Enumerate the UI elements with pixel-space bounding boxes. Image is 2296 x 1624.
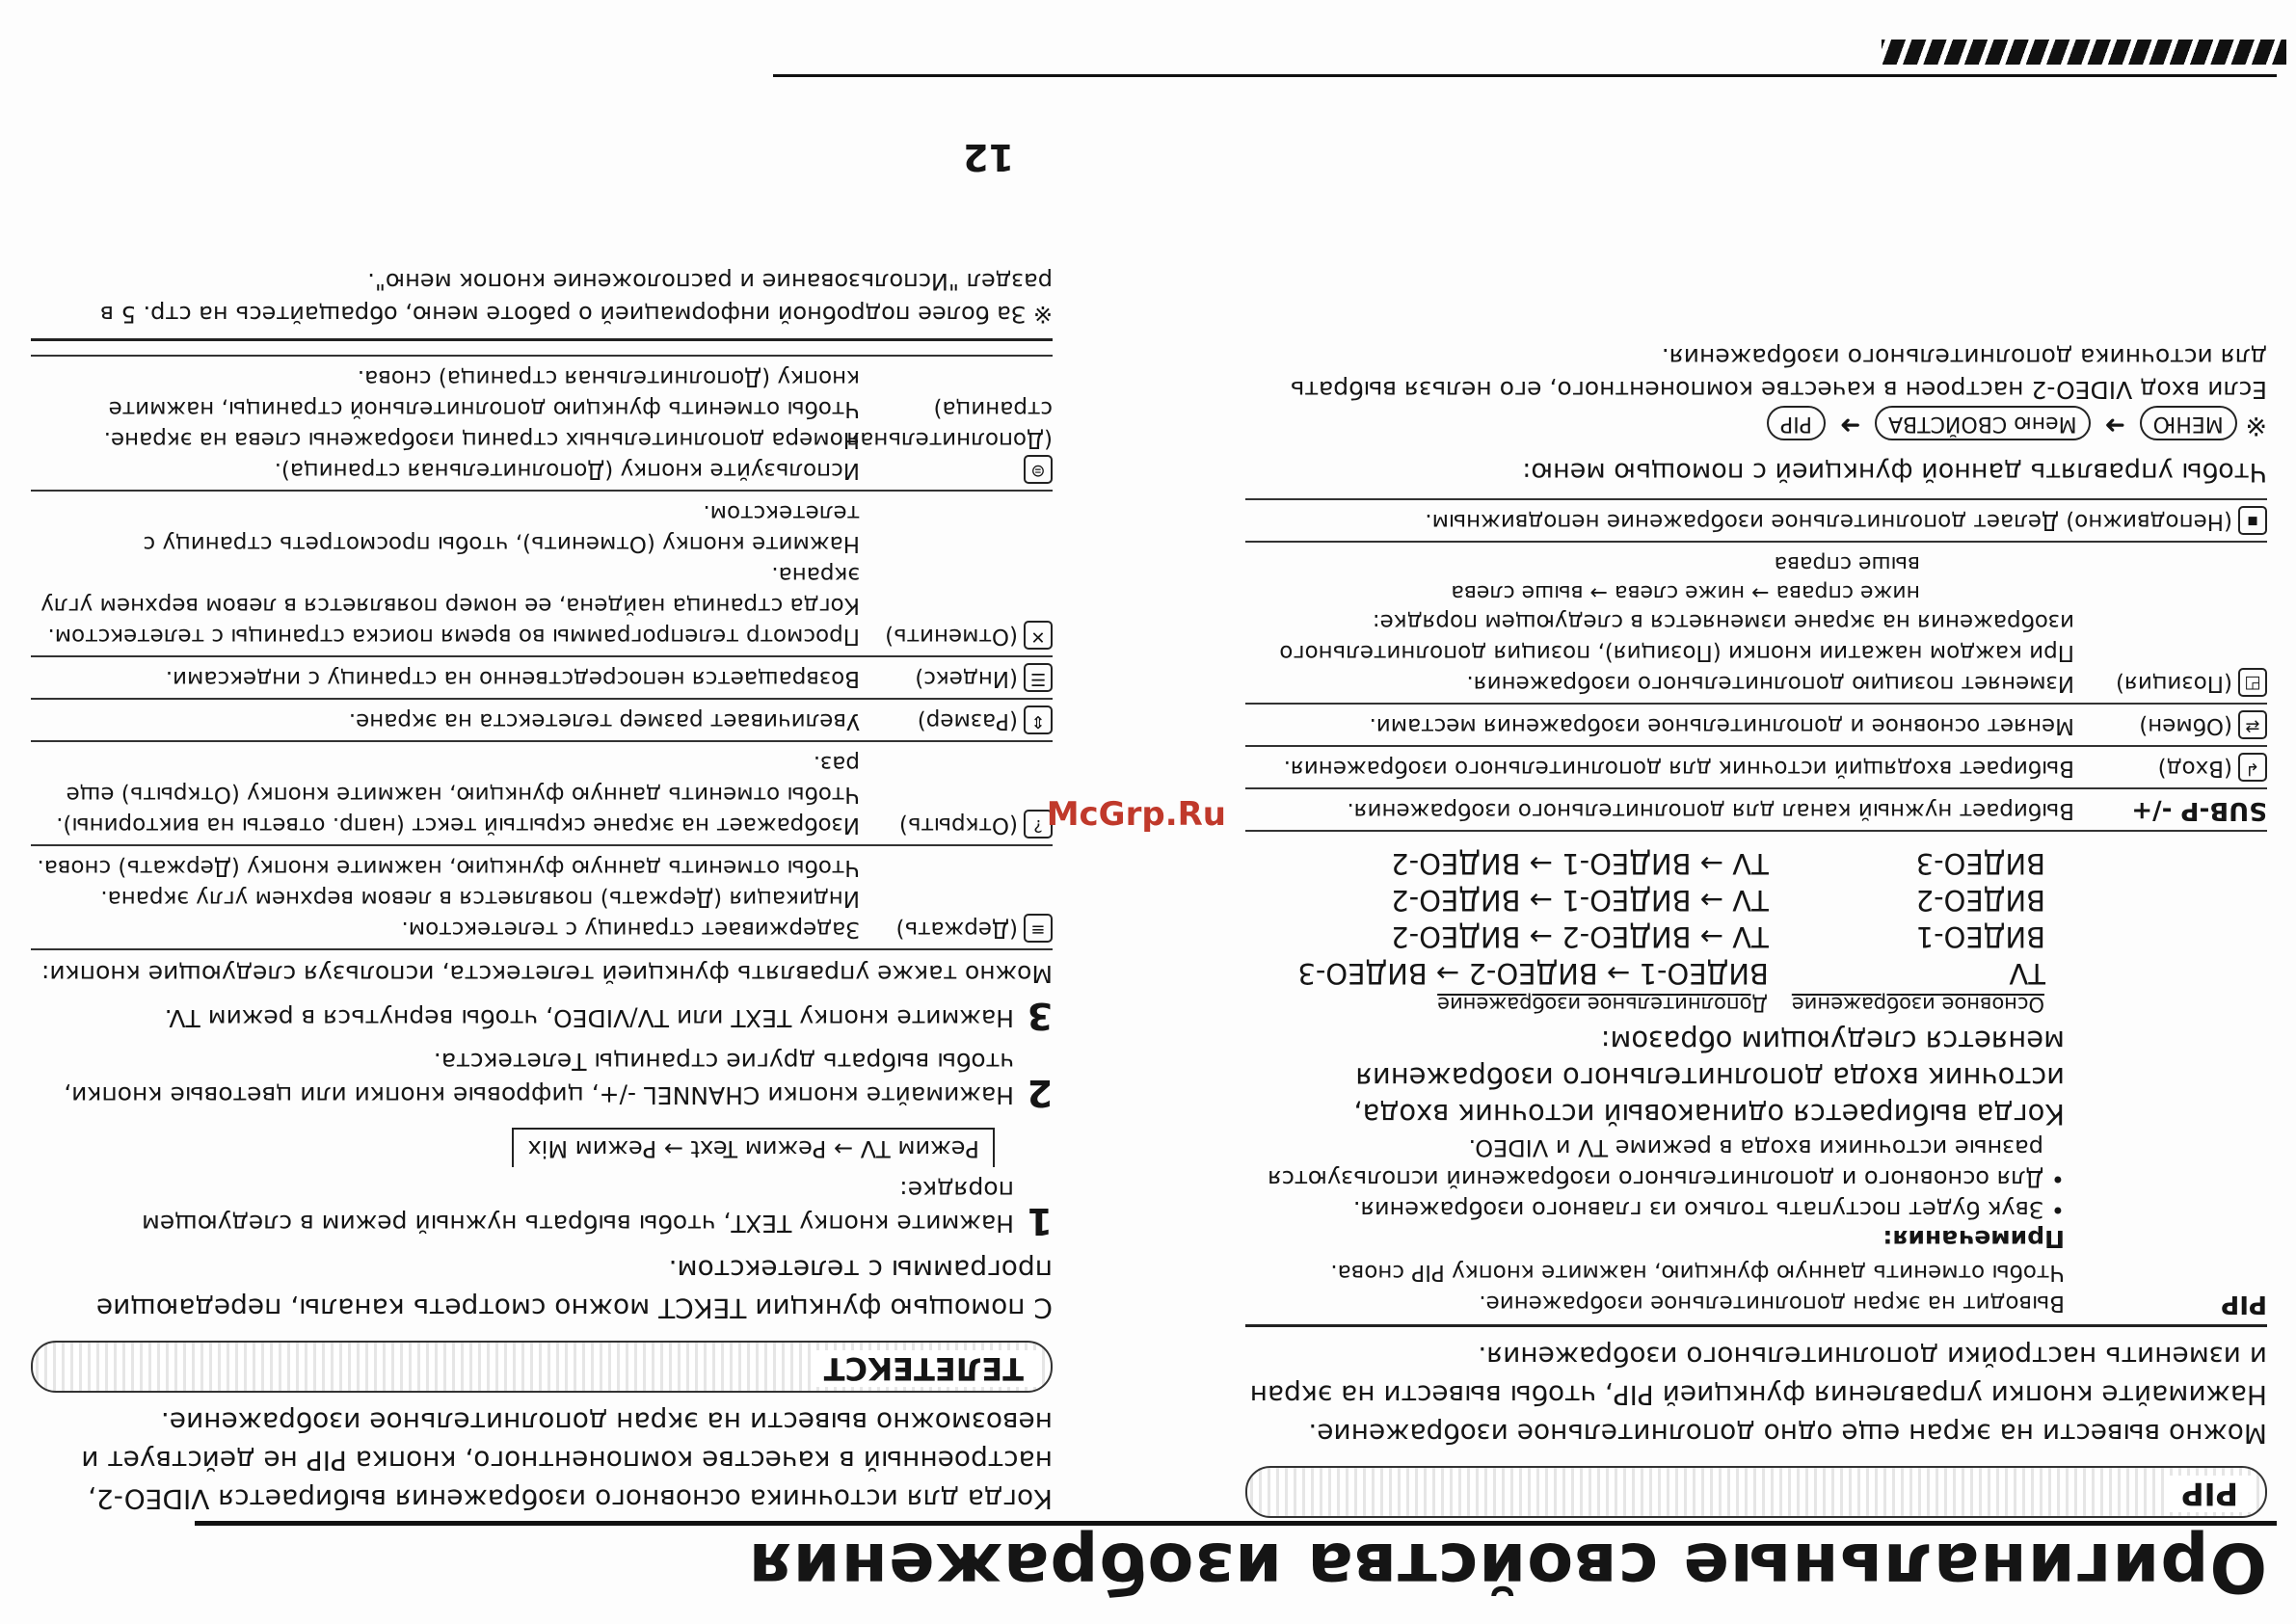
- pip-column: [1245, 340, 2267, 1518]
- arrow-icon: ➜: [1839, 411, 1861, 439]
- pip-section-header: PIP: [1245, 1466, 2267, 1518]
- swap-icon: ⇄: [2238, 711, 2267, 740]
- position-seq-bottom: выше справа: [1774, 551, 1920, 575]
- pip-row-freeze: ▪ (Неподвижно) Делает дополнительное изображение неподвижным.: [1245, 498, 2267, 543]
- mode-sequence: Режим TV → Режим Text → Режим Mix: [512, 1128, 995, 1167]
- menu-key: МЕНЮ: [2140, 406, 2237, 440]
- pip-row-input: ↲(Вход) Выбирает входящий источник для дополнительного изображения.: [1245, 747, 2267, 789]
- teletext-intro: С помощью функции ТЕКСТ можно смотреть каналы, передающие программы с телетекстом.: [95, 1254, 1053, 1324]
- component-note: Когда для источника основного изображения выбирается VIDEO-2, настроенный в качестве компонентного, кнопка PIP не действует и невозможно вывести на экран дополнительное изображение.: [81, 1406, 1053, 1515]
- step-1: 1 Нажмите кнопку TEXT, чтобы выбрать нужный режим в следующем порядке: Режим TV → Режим Text → Режим Mix: [31, 1122, 1053, 1240]
- step-3: 3 Нажмите кнопку TEXT или TV/VIDEO, чтобы вернуться в режим TV.: [164, 995, 1053, 1037]
- hold-icon: ≡: [1024, 915, 1053, 944]
- tt-row-reveal: ?(Открыть) Изображает на экране скрытый текст (напр. ответы на викторины). Чтобы отменить данную функцию, нажмите кнопку (Открыть) еще раз.: [31, 742, 1053, 846]
- cancel-icon: ✕: [1024, 622, 1053, 651]
- freeze-icon: ▪: [2238, 507, 2267, 536]
- teletext-column: [31, 265, 1053, 1518]
- footnote: ※ За более подробной информацией о работе меню, обращайтесь на стр. 5 в раздел "Использование и расположение кнопок меню".: [31, 265, 1053, 341]
- source-table: Основное изображение Дополнительное изображение TV ВИДЕО-1 → ВИДЕО-2 → ВИДЕО-3 ВИДЕО-1 TV → ВИДЕО-2 → ВИДЕО-2 ВИДЕО-2 TV → ВИДЕО-1 → ВИДЕО-2 ВИДЕО-3 TV → ВИДЕО-1 → ВИДЕО-2: [1297, 847, 2045, 1016]
- size-icon: ⇕: [1024, 706, 1053, 735]
- subpage-icon: ⊜: [1024, 456, 1053, 485]
- edge-stripes: [1882, 40, 2286, 65]
- teletext-section-header: ТЕЛЕТЕКСТ: [31, 1341, 1053, 1393]
- tt-row-index: ☰(Индекс) Возвращается непосредственно на страницу с индексами.: [31, 657, 1053, 700]
- index-icon: ☰: [1024, 664, 1053, 693]
- tt-row-cancel: ✕(Отменить) Просмотр телепрограммы во время поиска страницы с телетекстом. Когда страница найдена, ее номер появляется в левом верхнем углу экрана. Нажмите кнопку (Отменить), чтобы просмотреть страницу с телетекстом.: [31, 492, 1053, 657]
- title-rule: [195, 1521, 2277, 1526]
- menu-item: PIP: [1767, 406, 1826, 440]
- pip-menu-note: Если вход VIDEO-2 настроен в качестве компонентного, его нельзя выбрать для источника дополнительного изображения.: [1290, 343, 2267, 404]
- position-seq-top: ниже справа → ниже слева → выше слева: [1451, 580, 1920, 604]
- bottom-rule: [773, 74, 2277, 77]
- pip-row-position: ◰(Позиция) Изменяет позицию дополнительного изображения. При каждом нажатии кнопки (Позиция), позиция дополнительного изображения на экране изменяется в следующем порядке: ниже справа → ниже слева → выше слева выше справа: [1245, 543, 2267, 705]
- page-number: 12: [963, 136, 1014, 178]
- watermark: McGrp.Ru: [1046, 795, 1226, 834]
- menu-item: Меню СВОЙСТВА: [1875, 406, 2091, 440]
- tt-row-size: ⇕(Размер) Увеличивает размер телетекста на экране.: [31, 700, 1053, 742]
- pip-intro: Можно вывести на экран еще одно дополнительное изображение. Нажимайте кнопки управления функцией PIP, чтобы вывести на экран и изменить настройки дополнительного изображения.: [1249, 1341, 2267, 1450]
- tt-row-hold: ≡(Держать) Задерживает страницу с телетекстом. Индикация (Держать) появляется в левом верхнем углу экрана. Чтобы отменить данную функцию, нажмите кнопку (Держать) снова.: [31, 846, 1053, 950]
- page-title: Оригинальные свойства изображения: [747, 1528, 2267, 1607]
- buttons-intro: Можно также управлять функцией телетекста, используя следующие кнопки:: [40, 960, 1053, 988]
- arrow-icon: ➜: [2104, 411, 2125, 439]
- pip-row-swap: ⇄(Обмен) Меняет основное и дополнительное изображения местами.: [1245, 705, 2267, 747]
- pip-function: PIP Выводит на экран дополнительное изображение. Чтобы отменить данную функцию, нажмите кнопку PIP снова. Примечания: • Звук будет поступать только из главного изображения. • Для основного и дополнительного изображений используются разные источники входа в режиме TV и VIDEO. Когда выбирается одинаковый источник входа, источник входа дополнительного изображения меняется следующим образом: Основное изображение Дополнительное изображение TV ВИДЕО-1 → ВИДЕО-2 → ВИДЕО-3 ВИДЕО-1 TV → ВИДЕО-2 → ВИДЕО-2 ВИДЕО-2 TV → ВИДЕО-1 → ВИДЕО-2 ВИДЕО-3 TV → ВИДЕО-1 → ВИДЕО-2: [1245, 832, 2267, 1327]
- pip-menu-path: ※ МЕНЮ ➜ Меню СВОЙСТВА ➜ PIP: [1245, 406, 2267, 444]
- pip-row-subp: SUB-P -/+ Выбирает нужный канал для дополнительного изображения.: [1245, 789, 2267, 832]
- tt-row-subpage: ⊜(Дополнительная страница) Используйте кнопку (Дополнительная страница). Номера дополнительных страниц изображены слева на экране. Чтобы отменить функцию дополнительной страницы, нажмите кнопку (Дополнительная страница) снова.: [31, 355, 1053, 492]
- reveal-icon: ?: [1024, 811, 1053, 839]
- input-icon: ↲: [2238, 754, 2267, 783]
- position-icon: ◰: [2238, 669, 2267, 698]
- pip-menu-heading: Чтобы управлять данной функцией с помощью меню:: [1522, 457, 2267, 487]
- step-2: 2 Нажимайте кнопки CHANNEL -/+, цифровые кнопки или цветовые кнопки, чтобы выбрать другие страницы Телетекста.: [64, 1048, 1053, 1114]
